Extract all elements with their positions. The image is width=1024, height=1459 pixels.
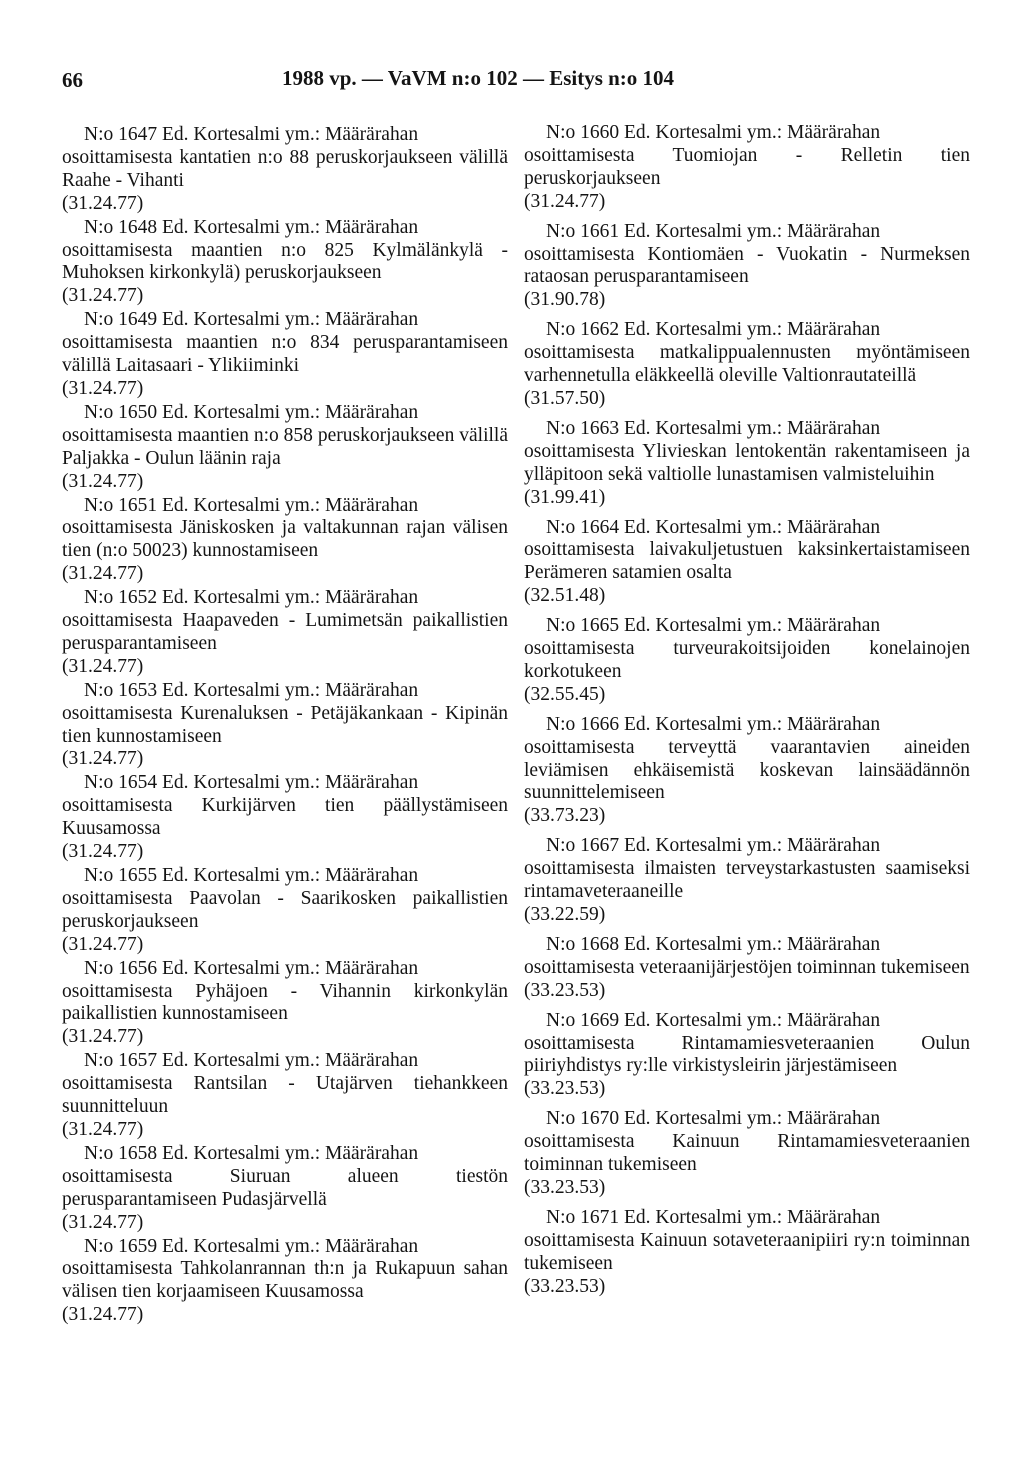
entry-heading: N:o 1668 Ed. Kortesalmi ym.: Määrärahan [546,933,881,955]
entry-heading: N:o 1647 Ed. Kortesalmi ym.: Määrärahan [84,124,419,145]
list-item [62,495,508,587]
budget-item-code: (31.24.77) [62,748,144,770]
budget-item-code: (31.24.77) [62,1304,144,1326]
entry-text: osoittamisesta veteraanijärjestöjen toiminnan tukemiseen [524,956,970,978]
entry-heading: N:o 1661 Ed. Kortesalmi ym.: Määrärahan [546,220,881,242]
entry-heading: N:o 1666 Ed. Kortesalmi ym.: Määrärahan [546,713,881,735]
page-number: 66 [62,68,83,92]
list-item [62,680,508,772]
budget-item-code: (33.23.53) [524,979,606,1001]
budget-item-code: (31.24.77) [62,933,144,955]
entry-text: osoittamisesta Kainuun sotaveteraanipiiri ry:n toiminnan tukemiseen [524,1229,970,1274]
list-item [524,418,970,510]
budget-item-code: (31.24.77) [62,1211,144,1233]
entry-text: osoittamisesta maantien n:o 825 Kylmälänkylä - Muhoksen kirkonkylä) peruskorjaukseen [62,239,508,284]
entry-text: osoittamisesta turveurakoitsijoiden konelainojen korkotukeen [524,638,970,682]
entry-text: osoittamisesta Kurkijärven tien päällystämiseen Kuusamossa [62,795,508,840]
entry-heading: N:o 1658 Ed. Kortesalmi ym.: Määrärahan [84,1142,419,1164]
entry-text: osoittamisesta Rintamamiesveteraanien Oulun piiriyhdistys ry:lle virkistysleirin järjestämiseen [524,1032,970,1077]
entry-heading: N:o 1667 Ed. Kortesalmi ym.: Määrärahan [546,835,881,857]
budget-item-code: (31.24.77) [62,285,144,307]
list-item [62,1143,508,1235]
entry-text: osoittamisesta Ylivieskan lentokentän rakentamiseen ja ylläpitoon sekä valtiolle lunastamisen valmisteluihin [524,440,970,485]
entry-heading: N:o 1660 Ed. Kortesalmi ym.: Määrärahan [546,122,881,143]
entry-heading: N:o 1656 Ed. Kortesalmi ym.: Määrärahan [84,957,419,979]
entry-heading: N:o 1653 Ed. Kortesalmi ym.: Määrärahan [84,679,419,701]
list-item [62,772,508,864]
entry-heading: N:o 1670 Ed. Kortesalmi ym.: Määrärahan [546,1108,881,1130]
budget-item-code: (31.24.77) [62,470,144,492]
entry-heading: N:o 1654 Ed. Kortesalmi ym.: Määrärahan [84,772,419,794]
entry-text: osoittamisesta maantien n:o 858 peruskorjaukseen välillä Paljakka - Oulun läänin raja [62,424,508,469]
entry-text: osoittamisesta Rantsilan - Utajärven tiehankkeen suunnitteluun [62,1073,508,1118]
list-item [62,1236,508,1328]
budget-item-code: (31.24.77) [62,377,144,399]
list-item [524,1010,970,1102]
entry-heading: N:o 1657 Ed. Kortesalmi ym.: Määrärahan [84,1050,419,1072]
entry-text: osoittamisesta Pyhäjoen - Vihannin kirkonkylän paikallistien kunnostamiseen [62,980,508,1025]
entry-text: osoittamisesta matkalippualennusten myöntämiseen varhennetulla eläkkeellä oleville Valtionrautateillä [524,342,970,387]
entry-text: osoittamisesta Tahkolanrannan th:n ja Rukapuun sahan välisen tien korjaamiseen Kuusamossa [62,1258,508,1303]
budget-item-code: (31.24.77) [62,1118,144,1140]
entry-text: osoittamisesta Paavolan - Saarikosken paikallistien peruskorjaukseen [62,887,508,932]
entry-text: osoittamisesta Jäniskosken ja valtakunnan rajan välisen tien (n:o 50023) kunnostamiseen [62,517,508,562]
budget-item-code: (31.24.77) [62,655,144,677]
list-item [62,1050,508,1142]
entry-text: osoittamisesta Kainuun Rintamamiesveteraanien toiminnan tukemiseen [524,1131,970,1176]
entry-heading: N:o 1649 Ed. Kortesalmi ym.: Määrärahan [84,309,419,331]
entry-heading: N:o 1663 Ed. Kortesalmi ym.: Määrärahan [546,417,881,439]
entry-heading: N:o 1650 Ed. Kortesalmi ym.: Määrärahan [84,401,419,423]
entry-text: osoittamisesta Siuruan alueen tiestön perusparantamiseen Pudasjärvellä [62,1165,508,1210]
entry-heading: N:o 1664 Ed. Kortesalmi ym.: Määrärahan [546,516,881,538]
budget-item-code: (33.23.53) [524,1275,606,1297]
budget-item-code: (31.24.77) [62,192,144,214]
right-column [524,122,970,1306]
entry-heading: N:o 1648 Ed. Kortesalmi ym.: Määrärahan [84,216,419,238]
list-item [524,615,970,707]
running-head: 1988 vp. — VaVM n:o 102 — Esitys n:o 104 [282,66,675,90]
list-item [62,402,508,494]
list-item [62,309,508,401]
entry-heading: N:o 1655 Ed. Kortesalmi ym.: Määrärahan [84,865,419,886]
entry-heading: N:o 1662 Ed. Kortesalmi ym.: Määrärahan [546,319,881,341]
left-column [62,124,508,1328]
budget-item-code: (31.24.77) [62,841,144,863]
list-item [524,714,970,829]
list-item [524,1207,970,1299]
budget-item-code: (33.73.23) [524,805,606,827]
list-item [524,934,970,1003]
budget-item-code: (31.24.77) [524,190,606,212]
budget-item-code: (31.24.77) [62,563,144,585]
budget-item-code: (33.22.59) [524,904,606,925]
entry-heading: N:o 1651 Ed. Kortesalmi ym.: Määrärahan [84,494,419,516]
list-item [62,958,508,1050]
list-item [524,221,970,313]
list-item [62,217,508,309]
budget-item-code: (32.51.48) [524,585,606,607]
entry-text: osoittamisesta kantatien n:o 88 peruskorjaukseen välillä Raahe - Vihanti [62,146,508,191]
entry-text: osoittamisesta Tuomiojan - Relletin tien peruskorjaukseen [524,144,970,189]
list-item [524,319,970,411]
entry-heading: N:o 1665 Ed. Kortesalmi ym.: Määrärahan [546,615,881,637]
entry-heading: N:o 1659 Ed. Kortesalmi ym.: Määrärahan [84,1235,419,1257]
entry-heading: N:o 1671 Ed. Kortesalmi ym.: Määrärahan [546,1206,881,1228]
entry-text: osoittamisesta Haapaveden - Lumimetsän paikallistien perusparantamiseen [62,610,508,654]
list-item [524,122,970,214]
budget-item-code: (31.57.50) [524,387,606,409]
budget-item-code: (31.24.77) [62,1026,144,1048]
budget-item-code: (32.55.45) [524,683,606,705]
list-item [524,1108,970,1200]
budget-item-code: (31.90.78) [524,289,606,311]
entry-text: osoittamisesta ilmaisten terveystarkastusten saamiseksi rintamaveteraaneille [524,858,970,903]
entry-heading: N:o 1652 Ed. Kortesalmi ym.: Määrärahan [84,587,419,609]
entry-text: osoittamisesta maantien n:o 834 perusparantamiseen välillä Laitasaari - Ylikiiminki [62,332,508,377]
list-item [62,865,508,957]
list-item [524,835,970,927]
entry-text: osoittamisesta laivakuljetustuen kaksinkertaistamiseen Perämeren satamien osalta [524,539,970,584]
entry-heading: N:o 1669 Ed. Kortesalmi ym.: Määrärahan [546,1009,881,1031]
entry-text: osoittamisesta Kurenaluksen - Petäjäkankaan - Kipinän tien kunnostamiseen [62,702,508,747]
list-item [62,587,508,679]
list-item [62,124,508,216]
budget-item-code: (33.23.53) [524,1078,606,1100]
entry-text: osoittamisesta Kontiomäen - Vuokatin - Nurmeksen rataosan perusparantamiseen [524,243,970,288]
budget-item-code: (33.23.53) [524,1176,606,1198]
list-item [524,517,970,609]
entry-text: osoittamisesta terveyttä vaarantavien aineiden leviämisen ehkäisemistä koskevan lainsäädännön suunnittelemiseen [524,736,970,804]
budget-item-code: (31.99.41) [524,486,606,508]
